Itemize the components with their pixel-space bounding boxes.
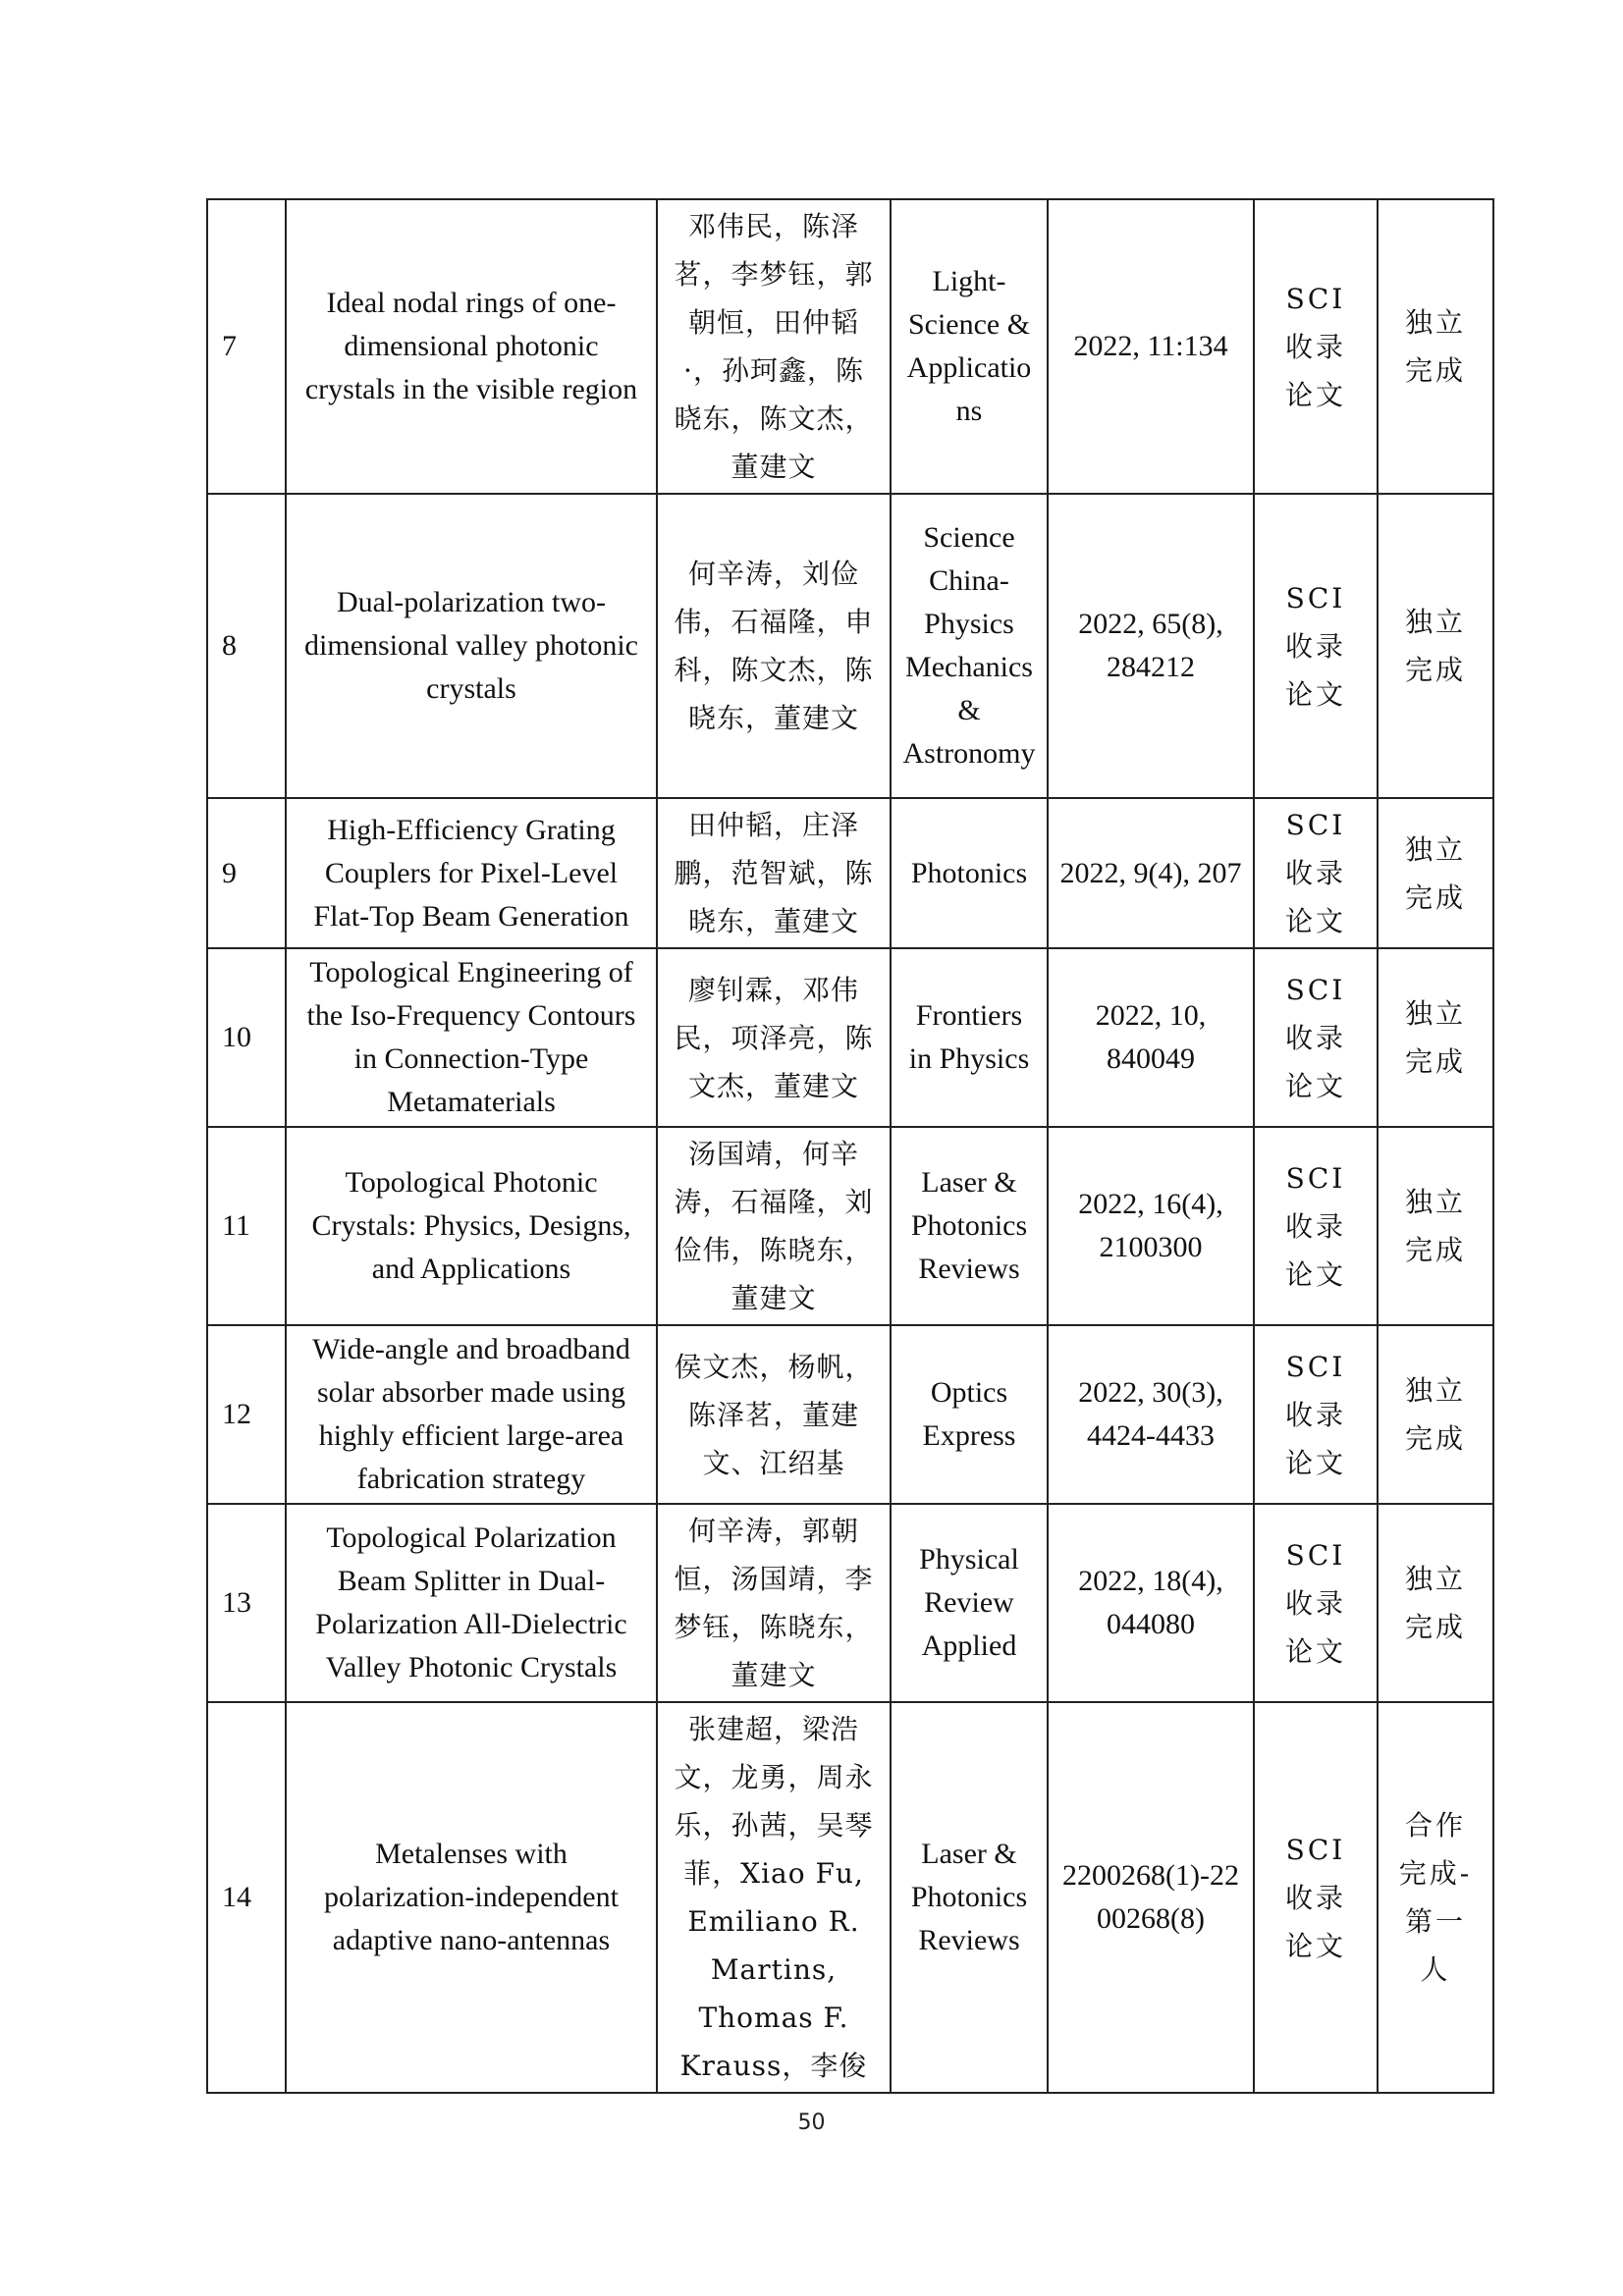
table-row [207,1504,1493,1702]
index-type: SCI 收录论文 [1254,1702,1378,2093]
row-number: 14 [207,1702,286,2093]
completion-role: 独立完成 [1378,1325,1493,1504]
journal-name: Laser & Photonics Reviews [891,1127,1048,1325]
paper-authors: 邓伟民，陈泽茗，李梦钰，郭朝恒，田仲韬·，孙珂鑫，陈晓东，陈文杰，董建文 [657,199,891,494]
journal-name: Light-Science & Applications [891,199,1048,494]
table-row [207,1702,1493,2093]
index-type: SCI 收录论文 [1254,199,1378,494]
paper-authors: 田仲韬，庄泽鹏，范智斌，陈晓东，董建文 [657,798,891,948]
completion-role: 合作完成-第一人 [1378,1702,1493,2093]
volume-info: 2022, 16(4), 2100300 [1048,1127,1254,1325]
volume-info: 2022, 30(3), 4424-4433 [1048,1325,1254,1504]
paper-authors: 侯文杰，杨帆，陈泽茗，董建文、江绍基 [657,1325,891,1504]
paper-title: Topological Photonic Crystals: Physics, Designs, and Applications [286,1127,657,1325]
journal-name: Photonics [891,798,1048,948]
paper-authors: 何辛涛，郭朝恒，汤国靖，李梦钰，陈晓东，董建文 [657,1504,891,1702]
journal-name: Science China-Physics Mechanics & Astronomy [891,494,1048,798]
journal-name: Laser & Photonics Reviews [891,1702,1048,2093]
index-type: SCI 收录论文 [1254,494,1378,798]
row-number: 11 [207,1127,286,1325]
index-type: SCI 收录论文 [1254,1504,1378,1702]
index-type: SCI 收录论文 [1254,1127,1378,1325]
paper-authors: 廖钊霖，邓伟民，项泽亮，陈文杰，董建文 [657,948,891,1127]
volume-info: 2022, 65(8), 284212 [1048,494,1254,798]
row-number: 7 [207,199,286,494]
completion-role: 独立完成 [1378,494,1493,798]
row-number: 10 [207,948,286,1127]
table-row [207,1325,1493,1504]
paper-title: High-Efficiency Grating Couplers for Pixel-Level Flat-Top Beam Generation [286,798,657,948]
paper-authors: 何辛涛，刘俭伟，石福隆，申科，陈文杰，陈晓东，董建文 [657,494,891,798]
row-number: 8 [207,494,286,798]
volume-info: 2022, 10, 840049 [1048,948,1254,1127]
completion-role: 独立完成 [1378,199,1493,494]
index-type: SCI 收录论文 [1254,948,1378,1127]
volume-info: 2022, 11:134 [1048,199,1254,494]
completion-role: 独立完成 [1378,948,1493,1127]
paper-title: Dual-polarization two-dimensional valley photonic crystals [286,494,657,798]
completion-role: 独立完成 [1378,798,1493,948]
paper-authors: 汤国靖，何辛涛，石福隆，刘俭伟，陈晓东，董建文 [657,1127,891,1325]
publication-table [206,198,1494,2094]
table-row [207,948,1493,1127]
table-row [207,798,1493,948]
volume-info: 2022, 9(4), 207 [1048,798,1254,948]
table-row [207,494,1493,798]
volume-info: 2022, 18(4), 044080 [1048,1504,1254,1702]
paper-title: Wide-angle and broadband solar absorber made using highly efficient large-area fabrication strategy [286,1325,657,1504]
paper-title: Topological Polarization Beam Splitter in Dual-Polarization All-Dielectric Valley Photonic Crystals [286,1504,657,1702]
volume-info: 2200268(1)-2200268(8) [1048,1702,1254,2093]
journal-name: Optics Express [891,1325,1048,1504]
row-number: 13 [207,1504,286,1702]
table-row [207,199,1493,494]
journal-name: Frontiers in Physics [891,948,1048,1127]
row-number: 9 [207,798,286,948]
row-number: 12 [207,1325,286,1504]
completion-role: 独立完成 [1378,1504,1493,1702]
completion-role: 独立完成 [1378,1127,1493,1325]
index-type: SCI 收录论文 [1254,1325,1378,1504]
paper-title: Metalenses with polarization-independent adaptive nano-antennas [286,1702,657,2093]
paper-authors: 张建超，梁浩文，龙勇，周永乐，孙茜，吴琴菲，Xiao Fu, Emiliano R. Martins, Thomas F. Krauss，李俊 [657,1702,891,2093]
journal-name: Physical Review Applied [891,1504,1048,1702]
index-type: SCI 收录论文 [1254,798,1378,948]
paper-title: Ideal nodal rings of one-dimensional photonic crystals in the visible region [286,199,657,494]
paper-title: Topological Engineering of the Iso-Frequency Contours in Connection-Type Metamaterials [286,948,657,1127]
table-row [207,1127,1493,1325]
page-number: 50 [797,2110,826,2135]
